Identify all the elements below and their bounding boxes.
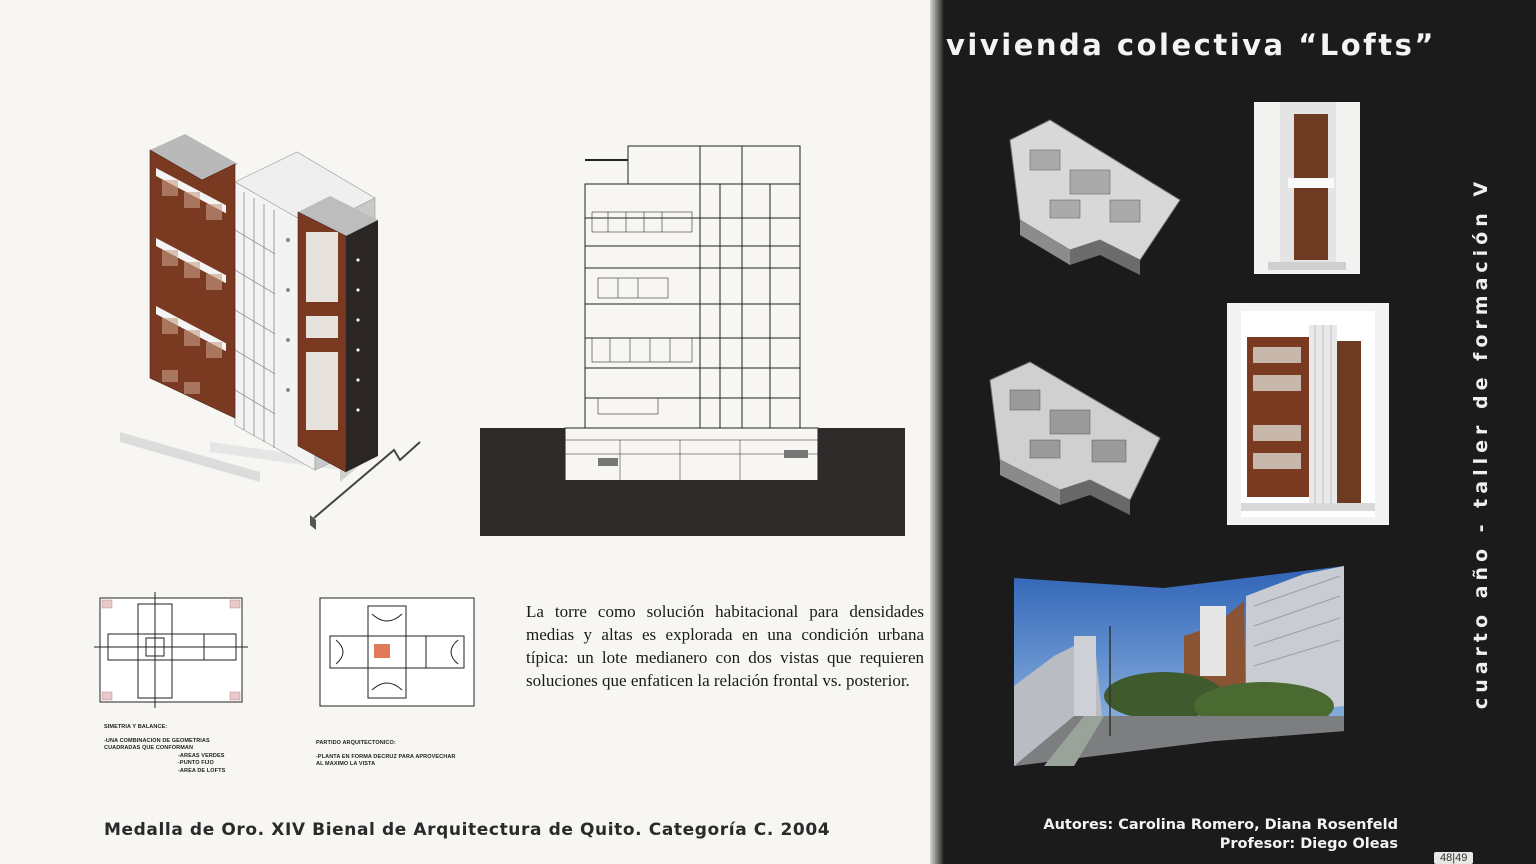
symmetry-caption	[104, 724, 225, 775]
building-section-drawing	[480, 128, 905, 538]
cross-plan-caption	[316, 740, 455, 769]
symmetry-caption-heading: SIMETRIA Y BALANCE:	[104, 724, 168, 730]
page-number: 48|49	[1434, 852, 1473, 864]
axonometric-plan-lower	[980, 350, 1180, 520]
isometric-tower-drawing	[110, 120, 440, 540]
cross-plan-caption-line-2: AL MAXIMO LA VISTA	[316, 761, 376, 767]
symmetry-caption-line-1: -UNA COMBINACION DE GEOMETRIAS	[104, 737, 210, 744]
symmetry-diagram	[90, 590, 250, 710]
credits	[1043, 816, 1398, 854]
cross-plan-caption-line-1: -PLANTA EN FORMA DECRUZ PARA APROVECHAR	[316, 753, 456, 760]
cross-plan-caption-heading: PARTIDO ARQUITECTONICO:	[316, 740, 396, 746]
axonometric-plan-upper	[990, 110, 1190, 280]
authors-line: Autores: Carolina Romero, Diana Rosenfeld	[1043, 817, 1398, 833]
course-label-vertical	[1458, 118, 1504, 768]
street-photo-render	[1014, 566, 1346, 768]
elevation-front	[1254, 102, 1360, 274]
page-gutter	[930, 0, 944, 864]
cross-plan-diagram	[316, 594, 478, 710]
symmetry-caption-line-2: CUADRADAS QUE CONFORMAN	[104, 745, 194, 751]
professor-line: Profesor: Diego Oleas	[1219, 836, 1398, 852]
page-title: vivienda colectiva “Lofts”	[946, 28, 1436, 62]
project-description: La torre como solución habitacional para densidades medias y altas es explorada en una condición urbana típica: un lote medianero con dos vistas que requieren soluciones que enfaticen la relación frontal vs. posterior.	[526, 602, 924, 690]
render-elevation	[1227, 303, 1389, 525]
legend-lofts-area: -AREA DE LOFTS	[178, 767, 226, 774]
legend-fixed-point: -PUNTO FIJO	[178, 760, 214, 766]
award-footer: Medalla de Oro. XIV Bienal de Arquitectura de Quito. Categoría C. 2004	[104, 820, 831, 840]
legend-green-areas: -AREAS VERDES	[178, 752, 225, 759]
course-label-text: cuarto año - taller de formación V	[1470, 176, 1492, 710]
